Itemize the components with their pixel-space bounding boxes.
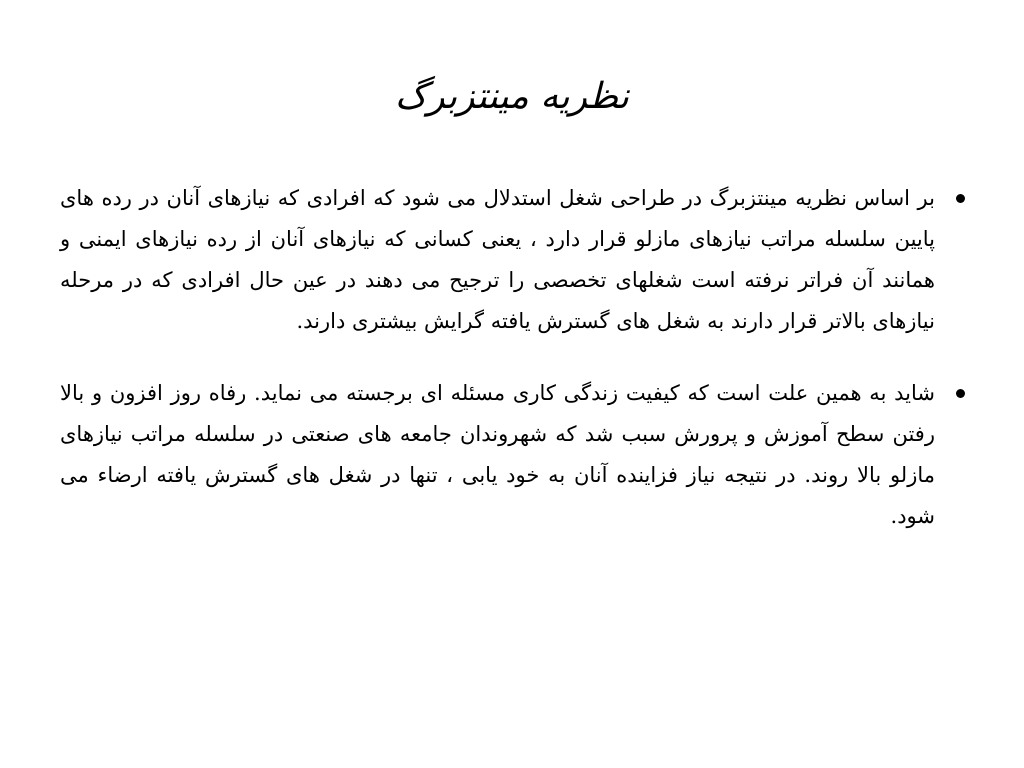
bullet-item bbox=[60, 178, 965, 342]
bullet-item bbox=[60, 373, 965, 537]
bullet-text: بر اساس نظریه مینتزبرگ در طراحی شغل استدلال می شود که افرادی که نیازهای آنان در رده های پایین سلسله مراتب نیازهای مازلو قرار دارد ، یعنی کسانی که نیازهای آنان از رده نیازهای ایمنی و همانند آن فراتر نرفته است شغلهای تخصصی را ترجیح می دهند در عین حال افرادی که در مرحله نیازهای بالاتر قرار دارند به شغل های گسترش یافته گرایش بیشتری دارند. bbox=[60, 186, 935, 333]
bullet-text: شاید به همین علت است که کیفیت زندگی کاری مسئله ای برجسته می نماید. رفاه روز افزون و بالا رفتن سطح آموزش و پرورش سبب شد که شهروندان جامعه های صنعتی در سلسله مراتب نیازهای مازلو بالا روند. در نتیجه نیاز فزاینده آنان به خود یابی ، تنها در شغل های گسترش یافته ارضاء می شود. bbox=[60, 381, 935, 528]
bullet-dot-icon bbox=[956, 389, 965, 398]
bullet-list bbox=[60, 178, 965, 537]
slide-content bbox=[60, 178, 965, 568]
bullet-dot-icon bbox=[956, 194, 965, 203]
slide-title: نظریه مینتزبرگ bbox=[394, 76, 630, 117]
